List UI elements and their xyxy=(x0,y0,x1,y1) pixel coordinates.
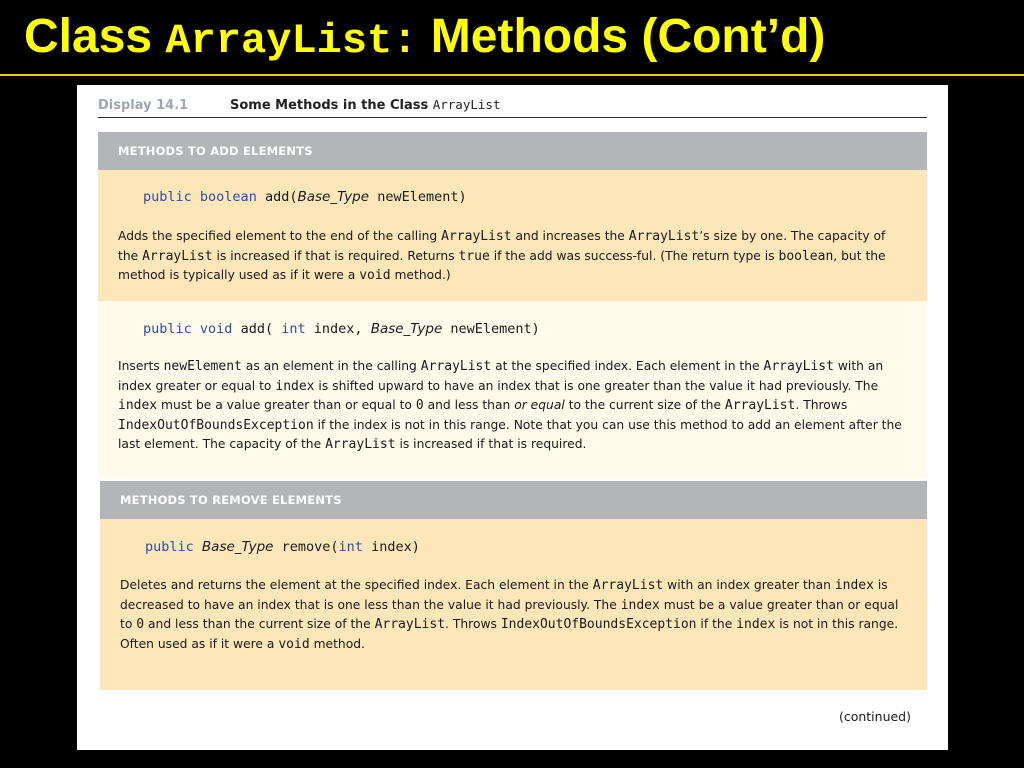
title-text: Class xyxy=(24,10,166,63)
title-text-end: Methods (Cont’d) xyxy=(417,10,826,63)
desc-code: index xyxy=(118,398,158,413)
caption-code: ArrayList xyxy=(432,97,501,112)
desc-code: void xyxy=(359,268,391,283)
desc-emphasis: or equal xyxy=(514,398,565,412)
desc-code: ArrayList xyxy=(763,359,834,374)
desc-code: ArrayList xyxy=(628,229,700,244)
desc-text: as an element in the calling xyxy=(241,359,421,373)
sig-method-name: add( xyxy=(264,189,298,205)
desc-text: if the xyxy=(696,617,737,631)
sig-param-type: int xyxy=(338,539,363,555)
desc-text: Inserts xyxy=(118,359,164,373)
sig-param-name: index, xyxy=(313,321,363,337)
sig-param-type: int xyxy=(281,321,306,337)
sig-close: ) xyxy=(411,539,420,555)
desc-code: index xyxy=(620,597,660,613)
sig-method-name: remove( xyxy=(281,539,339,555)
sig-return-type: void xyxy=(199,321,233,337)
desc-code: ArrayList xyxy=(374,617,446,632)
desc-text: method. xyxy=(309,636,365,651)
slide-title xyxy=(24,6,825,68)
method-signature xyxy=(143,189,467,205)
title-code: ArrayList: xyxy=(165,17,418,65)
desc-code: IndexOutOfBoundsException xyxy=(500,617,697,632)
sig-modifier: public xyxy=(143,321,192,337)
desc-text: with an index greater or equal to xyxy=(118,359,884,393)
section-header-remove: METHODS TO REMOVE ELEMENTS xyxy=(100,481,927,519)
desc-code: ArrayList xyxy=(420,359,492,374)
desc-text: is increased if that is required. xyxy=(395,437,587,451)
desc-text: must be a value greater than or equal to xyxy=(120,597,899,631)
desc-text: at the specified index. Each element in the xyxy=(491,359,764,373)
desc-code: true xyxy=(458,248,490,264)
method-signature xyxy=(145,539,420,555)
desc-text: Deletes and returns the element at the specified index. Each element in the xyxy=(120,578,593,592)
desc-code: newElement xyxy=(163,359,242,374)
method-description xyxy=(118,357,909,455)
desc-text: must be a value greater than or equal to xyxy=(157,398,416,412)
desc-code: boolean xyxy=(778,248,834,264)
sig-return-type: boolean xyxy=(199,189,257,205)
continued-note: (continued) xyxy=(838,709,911,724)
sig-param-name: index xyxy=(371,539,412,555)
method-panel-remove xyxy=(100,519,927,690)
desc-text: to the current size of the xyxy=(564,398,725,412)
method-signature xyxy=(143,321,540,337)
desc-text: is decreased to have an index that is one less than the value it had previously. The xyxy=(120,578,888,612)
desc-text: with an index greater than xyxy=(663,578,835,592)
sig-param-name: newElement xyxy=(450,321,532,337)
desc-text: is increased if that is required. Returns xyxy=(212,248,459,263)
sig-modifier: public xyxy=(145,539,194,555)
desc-text: is shifted upward to have an index that is one greater than the value it had previously. The xyxy=(314,378,879,393)
desc-code: ArrayList xyxy=(441,229,512,244)
display-figure xyxy=(77,85,948,750)
display-caption xyxy=(230,97,500,113)
desc-code: ArrayList xyxy=(142,248,213,264)
desc-text: Adds the specified element to the end of the calling xyxy=(118,229,442,243)
section-header-add: METHODS TO ADD ELEMENTS xyxy=(98,132,927,170)
desc-text: is not in this range. Often used as if it were a xyxy=(120,617,899,651)
method-description xyxy=(118,227,909,286)
sig-param-type: Base_Type xyxy=(370,321,443,337)
desc-text: and increases the xyxy=(511,229,629,243)
desc-code: index xyxy=(736,617,776,632)
method-panel-add-at-index xyxy=(98,301,927,479)
sig-close: ) xyxy=(531,321,540,337)
sig-param-name: newElement xyxy=(377,189,459,205)
desc-text: method.) xyxy=(390,268,451,282)
sig-method-name: add( xyxy=(240,321,274,337)
desc-code: 0 xyxy=(415,398,424,413)
desc-text: . Throws xyxy=(795,398,848,412)
desc-code: ArrayList xyxy=(325,437,396,452)
desc-text: and less than the current size of the xyxy=(144,617,375,631)
desc-text: ’s size by one. The capacity of the xyxy=(118,229,886,263)
method-panel-add xyxy=(98,170,927,301)
sig-param-type: Base_Type xyxy=(297,189,370,205)
desc-code: ArrayList xyxy=(724,398,796,413)
desc-text: if the index is not in this range. Note that you can use this method to add an element after the last element. The capacity of the xyxy=(118,417,902,451)
desc-code: index xyxy=(275,378,315,394)
caption-text: Some Methods in the Class xyxy=(230,98,433,113)
desc-text: , but the method is typically used as if it were a xyxy=(118,248,886,282)
sig-close: ) xyxy=(458,189,467,205)
desc-code: ArrayList xyxy=(592,578,664,593)
sig-modifier: public xyxy=(143,189,192,205)
desc-code: 0 xyxy=(136,617,145,632)
desc-text: if the add was success-ful. (The return type is xyxy=(489,248,779,263)
method-description xyxy=(120,576,909,654)
display-number: Display 14.1 xyxy=(98,97,189,113)
sig-return-type: Base_Type xyxy=(201,539,274,555)
display-header xyxy=(98,93,927,118)
desc-text: . Throws xyxy=(445,617,501,631)
desc-code: void xyxy=(278,636,310,652)
title-divider xyxy=(0,74,1024,76)
desc-text: and less than xyxy=(423,398,515,412)
desc-code: IndexOutOfBoundsException xyxy=(118,417,314,433)
desc-code: index xyxy=(834,578,874,593)
